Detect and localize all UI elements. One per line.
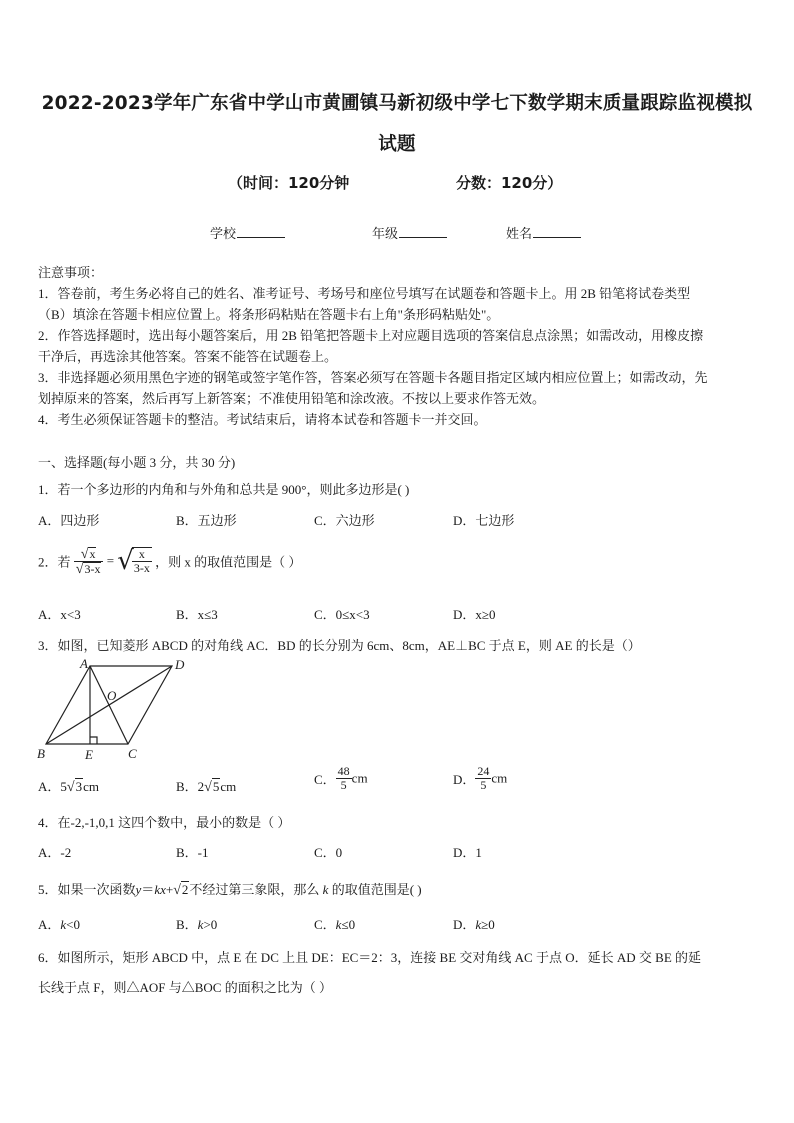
q2-left-fraction: $\frac{√x}{√3-x}$ <box>74 547 104 576</box>
q2-option-a[interactable]: A．x<3 <box>38 607 81 622</box>
exam-time: （时间：120分钟 <box>228 174 350 192</box>
question-5: 5．如果一次函数y＝kx+√2不经过第三象限，那么 k 的取值范围是( ) <box>38 882 422 898</box>
q5-option-d[interactable]: D．k≥0 <box>453 917 495 932</box>
student-fields <box>0 223 794 243</box>
name-label: 姓名 <box>506 226 533 241</box>
q4-option-d[interactable]: D．1 <box>453 845 482 860</box>
instruction-line: （B）填涂在答题卡相应位置上。将条形码粘贴在答题卡右上角"条形码粘贴处"。 <box>38 307 500 322</box>
diagonal-bd <box>46 666 172 744</box>
grade-label: 年级 <box>372 226 399 241</box>
q3-option-d[interactable]: D． $\frac{24}{5}$ cm <box>453 764 508 792</box>
instruction-line: 干净后，再选涂其他答案。答案不能答在试题卷上。 <box>38 349 338 364</box>
question-6-line2: 长线于点 F，则△AOF 与△BOC 的面积之比为（ ） <box>38 980 332 995</box>
exam-title-line2: 试题 <box>378 134 416 155</box>
exam-score: 分数：120分） <box>456 174 563 192</box>
q4-option-c[interactable]: C．0 <box>314 845 343 860</box>
q4-option-b[interactable]: B．-1 <box>176 845 209 860</box>
q5-option-a[interactable]: A．k<0 <box>38 917 81 932</box>
q2-option-d[interactable]: D．x≥0 <box>453 607 496 622</box>
q1-option-a[interactable]: A．四边形 <box>38 513 100 528</box>
school-field[interactable] <box>210 223 285 242</box>
question-1: 1．若一个多边形的内角和与外角和总共是 900°，则此多边形是( ) <box>38 482 410 497</box>
q3-option-c[interactable]: C． $\frac{48}{5}$ cm <box>314 764 368 792</box>
question-6-line1: 6．如图所示，矩形 ABCD 中，点 E 在 DC 上且 DE：EC＝2：3，连接 BE 交对角线 AC 于点 O．延长 AD 交 BE 的延 <box>38 950 702 965</box>
q2-right-fraction <box>132 547 152 575</box>
instruction-line: 1．答卷前，考生务必将自己的姓名、准考证号、考场号和座位号填写在试题卷和答题卡上。用 2B 铅笔将试卷类型 <box>38 286 691 301</box>
q3-option-b[interactable]: B．2√5cm <box>176 779 237 795</box>
instruction-line: 3．非选择题必须用黑色字迹的钢笔或签字笔作答，答案必须写在答题卡各题目指定区域内相应位置上；如需改动，先 <box>38 370 708 385</box>
label-e: E <box>85 747 93 762</box>
q2-option-c[interactable]: C．0≤x<3 <box>314 607 370 622</box>
label-o: O <box>107 688 117 703</box>
rhombus-figure <box>36 656 206 766</box>
instruction-line: 2．作答选择题时，选出每小题答案后，用 2B 铅笔把答题卡上对应题目选项的答案信息点涂黑；如需改动，用橡皮擦 <box>38 328 704 343</box>
label-c: C <box>128 746 137 761</box>
q3-option-a[interactable]: A．5√3cm <box>38 779 99 795</box>
q5-option-c[interactable]: C．k≤0 <box>314 917 356 932</box>
label-d: D <box>175 657 185 672</box>
school-label: 学校 <box>210 226 237 241</box>
instruction-line: 4．考生必须保证答题卡的整洁。考试结束后，请将本试卷和答题卡一并交回。 <box>38 412 487 427</box>
school-blank[interactable] <box>237 225 285 238</box>
grade-field[interactable] <box>372 223 447 242</box>
question-4: 4．在-2,-1,0,1 这四个数中，最小的数是（ ） <box>38 815 291 830</box>
instructions-heading: 注意事项： <box>38 265 104 280</box>
q1-option-d[interactable]: D．七边形 <box>453 513 515 528</box>
label-b: B <box>37 746 45 761</box>
q2-right-den: 3-x <box>133 561 150 575</box>
name-blank[interactable] <box>533 225 581 238</box>
q1-option-c[interactable]: C．六边形 <box>314 513 375 528</box>
q5-option-b[interactable]: B．k>0 <box>176 917 218 932</box>
q2-right-num: x <box>132 548 152 562</box>
name-field[interactable] <box>506 223 581 242</box>
q2-suffix: ，则 x 的取值范围是（ ） <box>155 554 302 570</box>
grade-blank[interactable] <box>399 225 447 238</box>
instruction-line: 划掉原来的答案，然后再写上新答案；不准使用铅笔和涂改液。不按以上要求作答无效。 <box>38 391 546 406</box>
instructions <box>38 262 758 430</box>
exam-title-line1: 2022-2023学年广东省中学山市黄圃镇马新初级中学七下数学期末质量跟踪监视模拟 <box>41 93 753 114</box>
question-3: 3．如图，已知菱形 ABCD 的对角线 AC．BD 的长分别为 6cm、8cm，AE⊥BC 于点 E，则 AE 的长是（） <box>38 638 641 653</box>
right-angle-mark <box>90 737 97 744</box>
q2-prefix: 2．若 <box>38 554 71 570</box>
q4-option-a[interactable]: A．-2 <box>38 845 72 860</box>
q2-option-b[interactable]: B．x≤3 <box>176 607 218 622</box>
section-heading: 一、选择题(每小题 3 分，共 30 分) <box>38 455 236 470</box>
q1-option-b[interactable]: B．五边形 <box>176 513 237 528</box>
q2-left-num: x <box>89 546 96 561</box>
q2-left-den: 3-x <box>84 561 101 576</box>
exam-info <box>0 172 794 192</box>
label-a: A <box>80 656 88 671</box>
question-2: 2．若 $\frac{√x}{√3-x}$ = √ $\frac{x}{3-x}$ ，则 x 的取值范围是（ ） <box>38 546 302 577</box>
